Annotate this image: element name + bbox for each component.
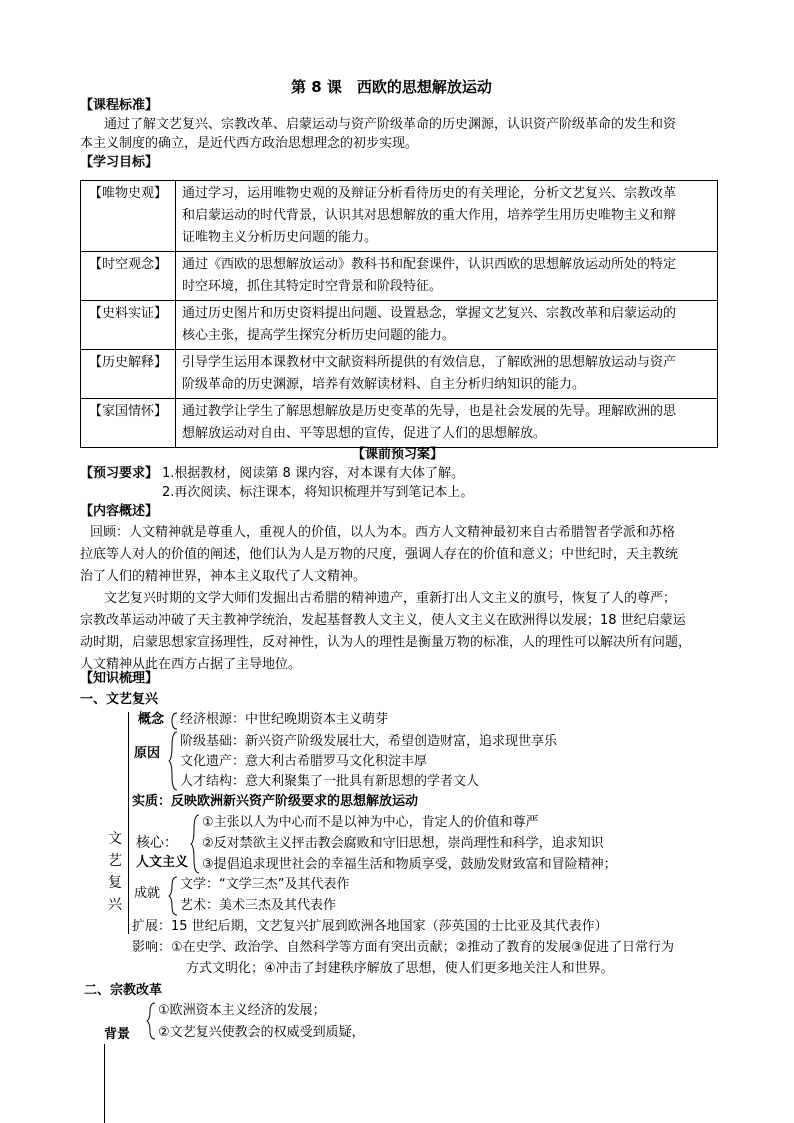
- objective-label: 【家国情怀】: [81, 399, 176, 448]
- objectives-table: [80, 180, 718, 448]
- standard-text-line2: 本主义制度的确立，是近代西方政治思想理念的初步实现。: [80, 136, 419, 151]
- objective-line: 通过历史图片和历史资料提出问题、设置悬念，掌握文艺复兴、宗教改革和启蒙运动的: [182, 306, 677, 321]
- objective-text: [176, 252, 718, 301]
- objectives-heading: 【学习目标】: [80, 155, 159, 170]
- objective-line: 通过教学让学生了解思想解放是历史变革的先导，也是社会发展的先导。理解欧洲的思: [182, 404, 677, 419]
- preview-heading: 【课前预习案】: [352, 447, 444, 462]
- essence-line: 实质：反映欧洲新兴资产阶级要求的思想解放运动: [132, 794, 419, 809]
- concept-label: 概念: [138, 712, 165, 727]
- overview-line: 宗教改革运动冲破了天主教神学统治，发起基督教人文主义，使人文主义在欧洲得以发展；18 世纪启蒙运: [80, 613, 686, 628]
- objective-text: [176, 350, 718, 399]
- table-row: [81, 399, 718, 448]
- page-title: 第 8 课 西欧的思想解放运动: [291, 78, 492, 96]
- objective-line: 证唯物主义分析历史问题的能力。: [182, 230, 378, 245]
- objective-text: [176, 301, 718, 350]
- section2-bracket: [104, 1044, 105, 1123]
- table-row: [81, 350, 718, 399]
- overview-paragraph-2-cont: [80, 610, 691, 676]
- objective-line: 和启蒙运动的时代背景，认识其对思想解放的重大作用，培养学生用历史唯物主义和辩: [182, 208, 677, 223]
- objective-line: 想解放运动对自由、平等思想的宣传，促进了人们的思想解放。: [182, 426, 547, 441]
- overview-line: 人文精神从此在西方占据了主导地位。: [80, 657, 302, 672]
- knowledge-heading: 【知识梳理】: [80, 671, 159, 686]
- preview-req-label: 【预习要求】: [80, 466, 159, 481]
- objective-label: 【历史解释】: [81, 350, 176, 399]
- overview-line: 文艺复兴时期的文学大师们发掘出古希腊的精神遗产，重新打出人文主义的旗号，恢复了人的尊严；: [104, 591, 677, 606]
- objective-text: [176, 181, 718, 252]
- section1-title: 一、文艺复兴: [80, 692, 159, 707]
- overview-line: 动时期，启蒙思想家宣扬理性，反对神性，认为人的理性是衡量万物的标准，人的理性可以解决所有问题，: [80, 635, 692, 650]
- achieve-brace: [168, 876, 178, 916]
- section1-vertical-char: 文: [108, 831, 122, 847]
- standard-heading: 【课程标准】: [80, 98, 159, 113]
- overview-line: 治了人们的精神世界，神本主义取代了人文精神。: [80, 569, 367, 584]
- standard-text-line1: 通过了解文艺复兴、宗教改革、启蒙运动与资产阶级革命的历史渊源，认识资产阶级革命的发生和资: [104, 117, 677, 132]
- overview-line: 拉底等人对人的价值的阐述，他们认为人是万物的尺度，强调人存在的价值和意义；中世纪时，天主教统: [80, 547, 679, 562]
- preview-req-2: 2.再次阅读、标注课本，将知识梳理并写到笔记本上。: [162, 485, 474, 500]
- core-item-1: ①主张以人为中心而不是以神为中心，肯定人的价值和尊严: [202, 815, 539, 830]
- section2-title: 二、宗教改革: [84, 983, 163, 998]
- objective-text: [176, 399, 718, 448]
- background-brace: [146, 1002, 156, 1040]
- overview-paragraph-1: [90, 522, 675, 544]
- impact-line-1: 影响：①在史学、政治学、自然科学等方面有突出贡献；②推动了教育的发展③促进了日常行为: [132, 940, 674, 955]
- background-2: ②文艺复兴使教会的权威受到质疑，: [158, 1025, 365, 1040]
- section1-vertical-char: 复: [108, 875, 122, 891]
- achieve-1: 文学：“文学三杰”及其代表作: [180, 877, 350, 892]
- core-item-2: ②反对禁欲主义抨击教会腐败和守旧思想，崇尚理性和科学，追求知识: [202, 836, 604, 851]
- achieve-2: 艺术：美术三杰及其代表作: [180, 898, 337, 913]
- table-row: [81, 252, 718, 301]
- cause-3: 人才结构：意大利聚集了一批具有新思想的学者文人: [180, 774, 480, 789]
- core-item-3: ③提倡追求现世社会的幸福生活和物质享受，鼓励发财致富和冒险精神；: [202, 857, 617, 872]
- expand-text: 扩展：15 世纪后期，文艺复兴扩展到欧洲各地国家（莎英国的士比亚及其代表作）: [132, 919, 608, 934]
- overview-line: 回顾：人文精神就是尊重人，重视人的价值，以人为本。西方人文精神最初来自古希腊智者学派和苏格: [90, 525, 676, 540]
- cause-2: 文化遗产：意大利古希腊罗马文化积淀丰厚: [180, 754, 428, 769]
- objective-label: 【时空观念】: [81, 252, 176, 301]
- overview-paragraph-1-cont: [80, 544, 678, 588]
- objective-line: 引导学生运用本课教材中文献资料所提供的有效信息，了解欧洲的思想解放运动与资产: [182, 355, 677, 370]
- overview-heading: 【内容概述】: [80, 504, 159, 519]
- overview-paragraph-2: [104, 588, 676, 610]
- objective-line: 通过学习，运用唯物史观的及辩证分析看待历史的有关理论，分析文艺复兴、宗教改革: [182, 186, 677, 201]
- section1-main-bracket: [128, 712, 129, 934]
- objective-line: 通过《西欧的思想解放运动》教科书和配套课件，认识西欧的思想解放运动所处的特定: [182, 257, 677, 272]
- core-label: 核心：: [136, 835, 178, 851]
- objective-label: 【唯物史观】: [81, 181, 176, 252]
- cause-1: 阶级基础：新兴资产阶级发展壮大，希望创造财富，追求现世享乐: [180, 734, 558, 749]
- objective-line: 时空环境，抓住其特定时空背景和阶段特征。: [182, 279, 443, 294]
- concept-brace: [170, 712, 178, 730]
- achieve-label: 成就: [134, 886, 161, 901]
- objective-line: 阶级革命的历史渊源，培养有效解读材料、自主分析归纳知识的能力。: [182, 377, 586, 392]
- table-row: [81, 181, 718, 252]
- section1-vertical-char: 艺: [108, 853, 122, 869]
- table-row: [81, 301, 718, 350]
- background-1: ①欧洲资本主义经济的发展；: [158, 1003, 326, 1018]
- section1-vertical-char: 兴: [108, 897, 122, 913]
- concept-text: 经济根源：中世纪晚期资本主义萌芽: [180, 712, 389, 727]
- preview-req-1: 1.根据教材，阅读第 8 课内容，对本课有大体了解。: [162, 466, 464, 481]
- cause-brace: [168, 731, 178, 791]
- core-brace: [190, 814, 200, 874]
- objective-label: 【史料实证】: [81, 301, 176, 350]
- essence-text: [132, 791, 418, 813]
- core-name: 人文主义: [136, 855, 189, 870]
- background-label: 背景: [104, 1027, 131, 1042]
- cause-label: 原因: [134, 746, 161, 761]
- objective-line: 核心主张，提高学生探究分析历史问题的能力。: [182, 328, 456, 343]
- impact-line-2: 方式文明化；④冲击了封建秩序解放了思想，使人们更多地关注人和世界。: [186, 961, 614, 976]
